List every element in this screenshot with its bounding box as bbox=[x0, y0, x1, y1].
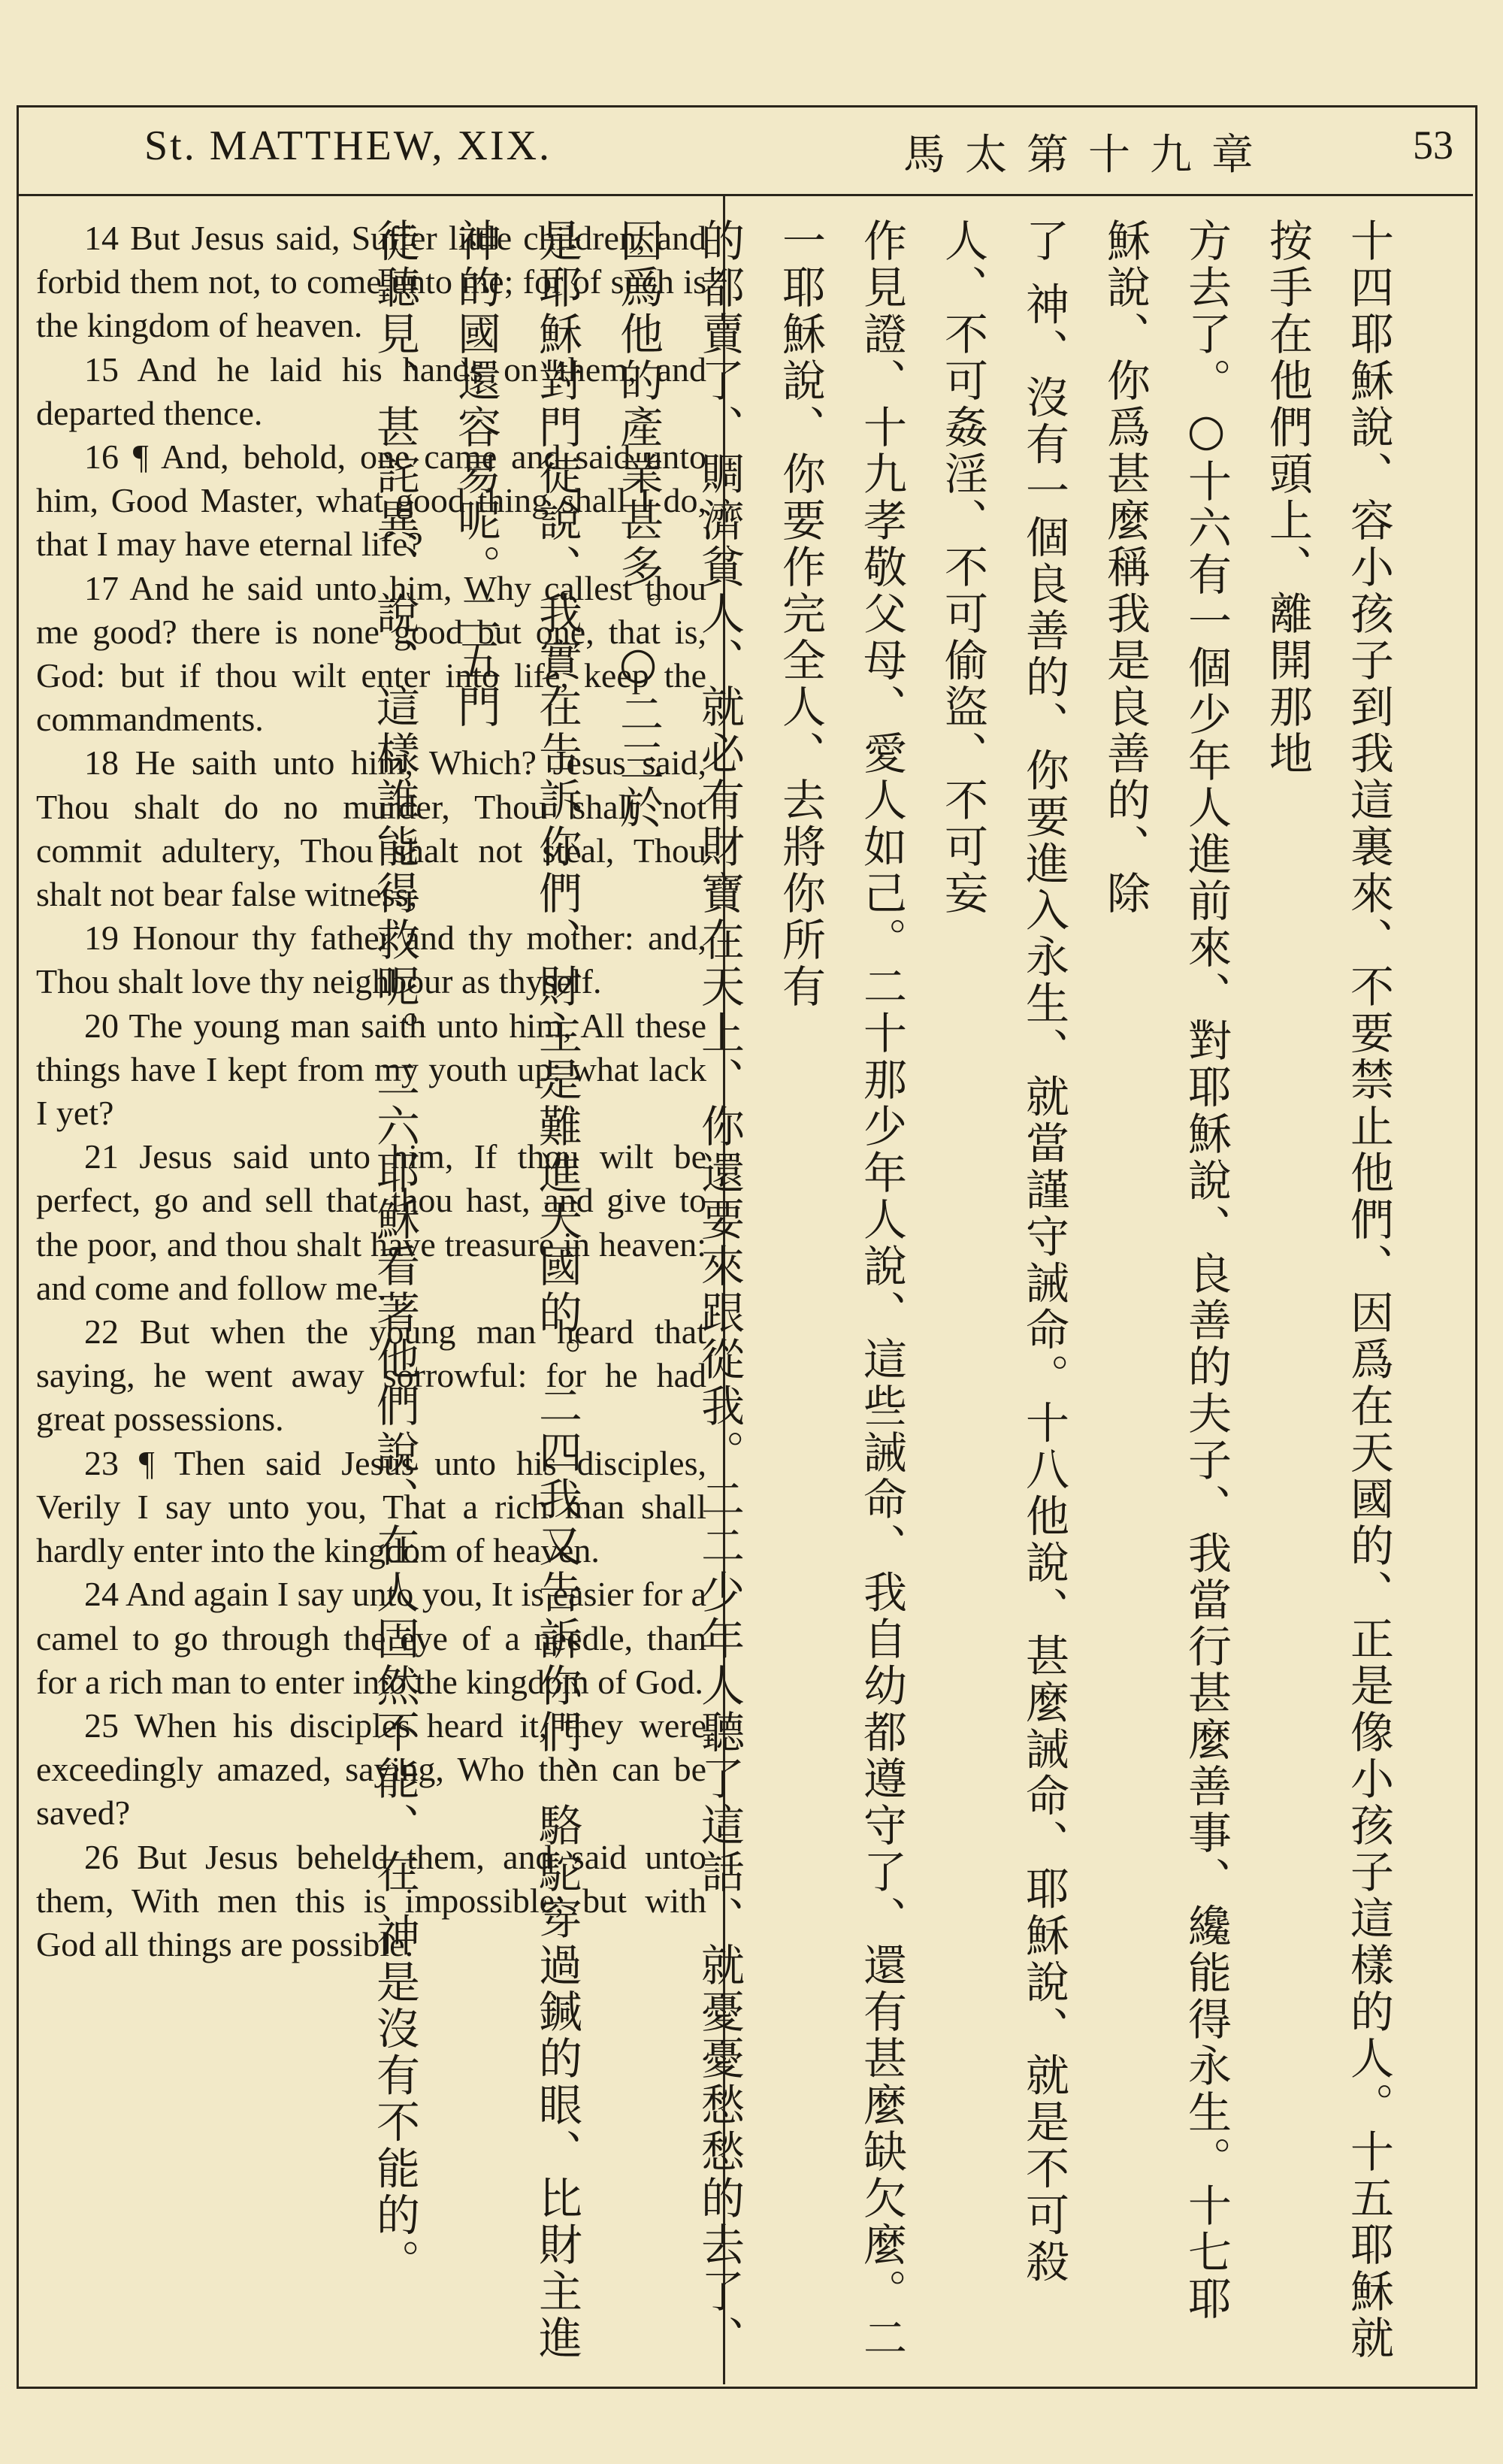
verse-23: 23 ¶ Then said Jesus unto his disciples, Verily I say unto you, That a rich man shall hardly enter into the kingdom of heaven. bbox=[36, 1443, 706, 1570]
chinese-line-3: 了 神、沒有一個良善的、你要進入永生、就當謹守誡命。十八他說、甚麼誡命、耶穌說、就是不可殺人、不可姦淫、不可偷盜、不可妄 bbox=[937, 218, 1069, 2286]
verse-25: 25 When his disciples heard it, they were exceedingly amazed, saying, Who then can be saved? bbox=[36, 1706, 706, 1833]
verse-21: 21 Jesus said unto him, If thou wilt be perfect, go and sell that thou hast, and give to the poor, and thou shalt have treasure in heaven: and come and follow me. bbox=[36, 1137, 706, 1307]
chinese-line-1: 十四耶穌說、容小孩子到我這裏來、不要禁止他們、因爲在天國的、正是像小孩子這樣的人。十五耶穌就按手在他們頭上、離開那地 bbox=[1262, 218, 1394, 2362]
page-number: 53 bbox=[1413, 123, 1453, 168]
running-title-english: St. MATTHEW, XIX. bbox=[144, 123, 552, 169]
verse-17: 17 And he said unto him, Why callest thou me good? there is none good but one, that is, God: but if thou wilt enter into life, keep the commandments. bbox=[36, 568, 706, 739]
verse-16: 16 ¶ And, behold, one came and said unto him, Good Master, what good thing shall I do, that I may have eternal life? bbox=[36, 437, 706, 564]
chinese-line-7: 徒聽見、甚詫異、說、這樣誰能得救呢。二六耶穌看著他們說、在人固然不能、在 神是沒有不能的。 bbox=[369, 218, 420, 2286]
running-title-chinese: 馬太第十九章 bbox=[903, 131, 1273, 180]
verse-15: 15 And he laid his hands on them, and departed thence. bbox=[36, 350, 706, 432]
verse-14: 14 But Jesus said, Suffer little children, and forbid them not, to come unto me; for of such is the kingdom of heaven. bbox=[36, 219, 706, 345]
page-header bbox=[17, 105, 1473, 196]
chinese-line-4: 作見證、十九孝敬父母、愛人如己。二十那少年人說、這些誡命、我自幼都遵守了、還有甚麼缺欠麼。二一耶穌說、你要作完全人、去將你所有 bbox=[775, 218, 907, 2362]
verse-24: 24 And again I say unto you, It is easier for a camel to go through the eye of a needle, than for a rich man to enter into the kingdom of God. bbox=[36, 1575, 706, 1701]
verse-18: 18 He saith unto him, Which? Jesus said, Thou shalt do no murder, Thou shalt not commit adultery, Thou shalt not steal, Thou shalt not bear false witness, bbox=[36, 743, 706, 914]
chinese-line-5: 的都賣了、賙濟貧人、就必有財寶在天上、你還要來跟從我。二二少年人聽了這話、就憂憂愁愁的去了、因爲他的產業甚多。○二三於 bbox=[612, 218, 745, 2362]
verse-22: 22 But when the young man heard that saying, he went away sorrowful: for he had great possessions. bbox=[36, 1312, 706, 1439]
verse-26: 26 But Jesus beheld them, and said unto them, With men this is impossible; but with God all things are possible. bbox=[36, 1837, 706, 1963]
chinese-line-2: 方去了。○十六有一個少年人進前來、對耶穌說、良善的夫子、我當行甚麼善事、纔能得永生。十七耶穌說、你爲甚麼稱我是良善的、除 bbox=[1099, 218, 1232, 2323]
chinese-line-6: 是耶穌對門徒說、我實在告訴你們、財主是難進天國的。二四我又告訴你們、駱駝穿過鍼的眼、比財主進 神的國還容易呢。二五門 bbox=[450, 218, 582, 2362]
verse-20: 20 The young man saith unto him, All these things have I kept from my youth up: what lack I yet? bbox=[36, 1006, 706, 1133]
verse-19: 19 Honour thy father and thy mother: and, Thou shalt love thy neighbour as thyself. bbox=[36, 919, 706, 1001]
